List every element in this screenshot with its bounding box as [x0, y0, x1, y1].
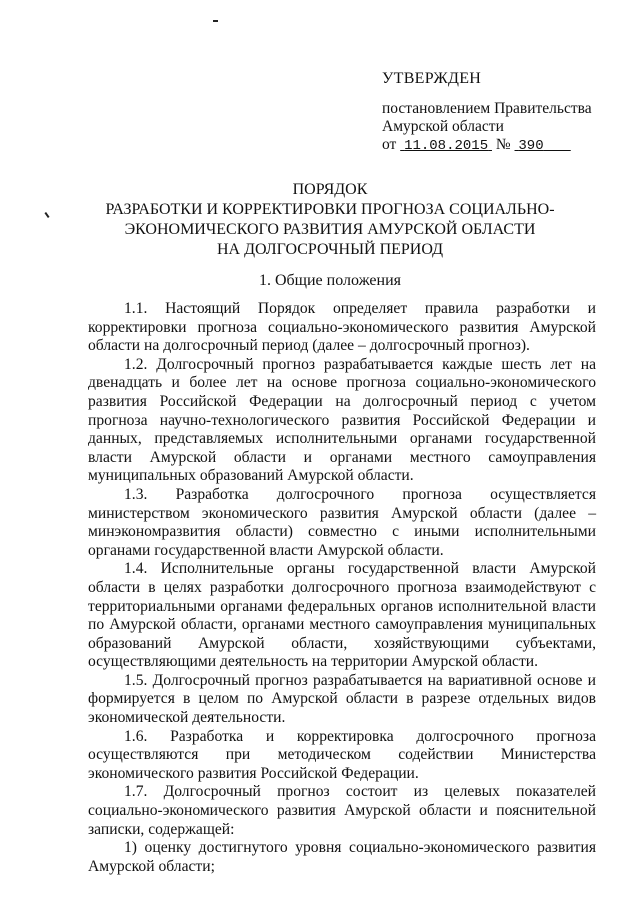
scan-speck-top	[213, 20, 218, 22]
paragraph: 1.7. Долгосрочный прогноз состоит из целевых показателей социально-экономического развития Амурской области и пояснительной записки, содержащей:	[88, 783, 596, 838]
paragraph: 1.5. Долгосрочный прогноз разрабатывается на вариативной основе и формируется в целом по Амурской области в разрезе отдельных видов экономической деятельности.	[88, 671, 596, 727]
title-line2: РАЗРАБОТКИ И КОРРЕКТИРОВКИ ПРОГНОЗА СОЦИАЛЬНО-	[105, 201, 555, 218]
number-field	[515, 136, 571, 153]
approval-date-row	[382, 136, 622, 155]
date-field	[400, 136, 492, 153]
document-title	[60, 180, 600, 260]
paragraph: 1.4. Исполнительные органы государственной власти Амурской области в целях разработки долгосрочного прогноза взаимодействуют с территориальными органами федеральных органов исполнительной власти по Амурской области, органами местного самоуправления муниципальных образований Амурской области, хозяйствующими субъектами, осуществляющими деятельность на территории Амурской области.	[88, 560, 596, 671]
title-line3: ЭКОНОМИЧЕСКОГО РАЗВИТИЯ АМУРСКОЙ ОБЛАСТИ	[124, 221, 536, 238]
paragraph: 1.1. Настоящий Порядок определяет правила разработки и корректировки прогноза социально-экономического развития Амурской области на долгосрочный период (далее – долгосрочный прогноз).	[88, 300, 596, 355]
date-prefix: от	[382, 136, 397, 153]
paragraph: 1) оценку достигнутого уровня социально-экономического развития Амурской области;	[88, 839, 596, 875]
approval-line2: Амурской области	[382, 118, 504, 135]
paragraph: 1.6. Разработка и корректировка долгосрочного прогноза осуществляются при методическом содействии Министерства экономического развития Российской Федерации.	[88, 727, 596, 782]
approval-number: 390	[518, 138, 544, 154]
document-body	[88, 300, 596, 876]
paragraph: 1.2. Долгосрочный прогноз разрабатывается каждые шесть лет на двенадцать и более лет на основе прогноза социально-экономического развития Российской Федерации на долгосрочный период с учетом прогноза научно-технологического развития Российской Федерации и данных, представляемых исполнительными органами государственной власти Амурской области и органами местного самоуправления муниципальных образований Амурской области.	[88, 355, 596, 485]
approval-line1: постановлением Правительства	[382, 100, 592, 117]
approval-date: 11.08.2015	[404, 138, 489, 154]
scan-speck-left	[44, 212, 49, 218]
number-sign: №	[495, 136, 511, 153]
paragraph: 1.3. Разработка долгосрочного прогноза осуществляется министерством экономического развития Амурской области (далее – минэкономразвития области) совместно с иными исполнительными органами государственной власти Амурской области.	[88, 485, 596, 559]
approval-block	[382, 70, 622, 155]
section-heading: 1. Общие положения	[258, 272, 402, 289]
approval-heading: УТВЕРЖДЕН	[382, 70, 482, 87]
title-line4: НА ДОЛГОСРОЧНЫЙ ПЕРИОД	[216, 241, 444, 258]
title-line1: ПОРЯДОК	[292, 181, 368, 198]
